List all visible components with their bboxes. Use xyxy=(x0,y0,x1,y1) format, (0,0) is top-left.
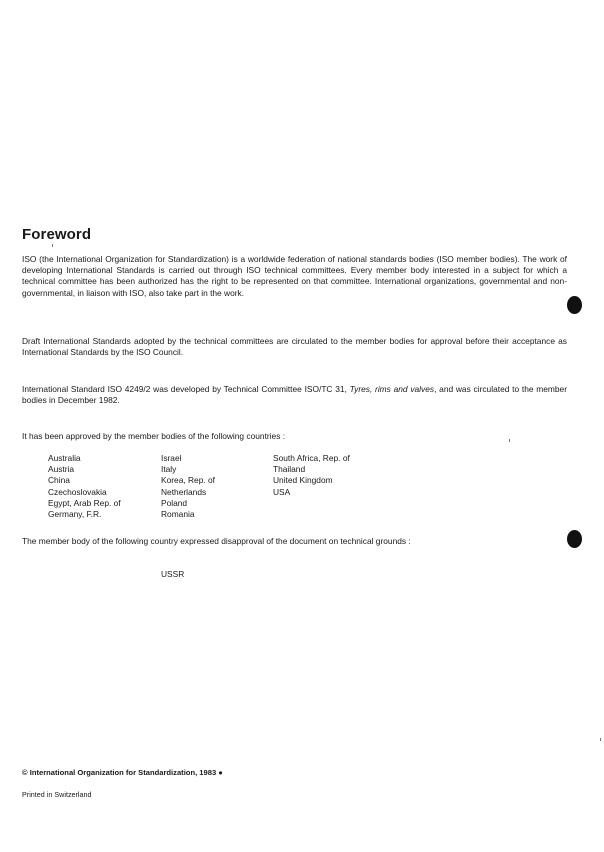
disapproval-intro: The member body of the following country expressed disapproval of the document on technical grounds : xyxy=(22,536,411,546)
punch-hole-upper xyxy=(567,296,582,314)
committee-title-italic: Tyres, rims and valves xyxy=(349,384,435,394)
foreword-paragraph-3 xyxy=(22,384,567,406)
country-item: Poland xyxy=(161,497,188,508)
scan-speck xyxy=(52,244,53,247)
country-item: South Africa, Rep. of xyxy=(273,453,350,463)
approval-intro: It has been approved by the member bodies of the following countries : xyxy=(22,431,286,441)
country-list-column-1 xyxy=(48,453,121,520)
punch-hole-lower xyxy=(567,530,582,548)
foreword-paragraph-2: Draft International Standards adopted by the technical committees are circulated to the member bodies for approval before their acceptance as International Standards by the ISO Council. xyxy=(22,336,567,358)
paragraph-3-text-start: International Standard ISO 4249/2 was developed by Technical Committee ISO/TC 31, xyxy=(22,384,350,394)
scan-speck xyxy=(600,738,601,741)
copyright-notice: © International Organization for Standardization, 1983 ● xyxy=(22,768,223,777)
country-item: Czechoslovakia xyxy=(48,486,107,497)
printed-in-note: Printed in Switzerland xyxy=(22,790,92,799)
country-item: Germany, F.R. xyxy=(48,509,102,520)
page-title: Foreword xyxy=(22,226,92,243)
foreword-paragraph-1: ISO (the International Organization for Standardization) is a worldwide federation of national standards bodies (ISO member bodies). The work of developing International Standards is carried out through ISO technical committees. Every member body interested in a subject for which a technical committee has been authorized has the right to be represented on that committee. International organizations, governmental and non-governmental, in liaison with ISO, also take part in the work. xyxy=(22,254,567,298)
country-item: USA xyxy=(273,486,291,497)
country-item: Australia xyxy=(48,453,81,463)
scan-speck xyxy=(509,439,510,442)
country-item: Egypt, Arab Rep. of xyxy=(48,497,121,508)
dissent-country: USSR xyxy=(161,569,185,579)
country-list-column-2 xyxy=(161,453,215,520)
country-item: Romania xyxy=(161,509,195,520)
country-list-column-3 xyxy=(273,453,350,498)
country-item: Italy xyxy=(161,464,177,475)
country-item: Thailand xyxy=(273,464,306,475)
country-item: Netherlands xyxy=(161,486,207,497)
country-item: Austria xyxy=(48,464,75,475)
country-item: China xyxy=(48,475,70,486)
paragraph-3-text-end: , and was circulated to the member bodies in December 1982. xyxy=(22,384,567,406)
country-item: United Kingdom xyxy=(273,475,333,486)
country-item: Israel xyxy=(161,453,182,463)
country-item: Korea, Rep. of xyxy=(161,475,216,486)
